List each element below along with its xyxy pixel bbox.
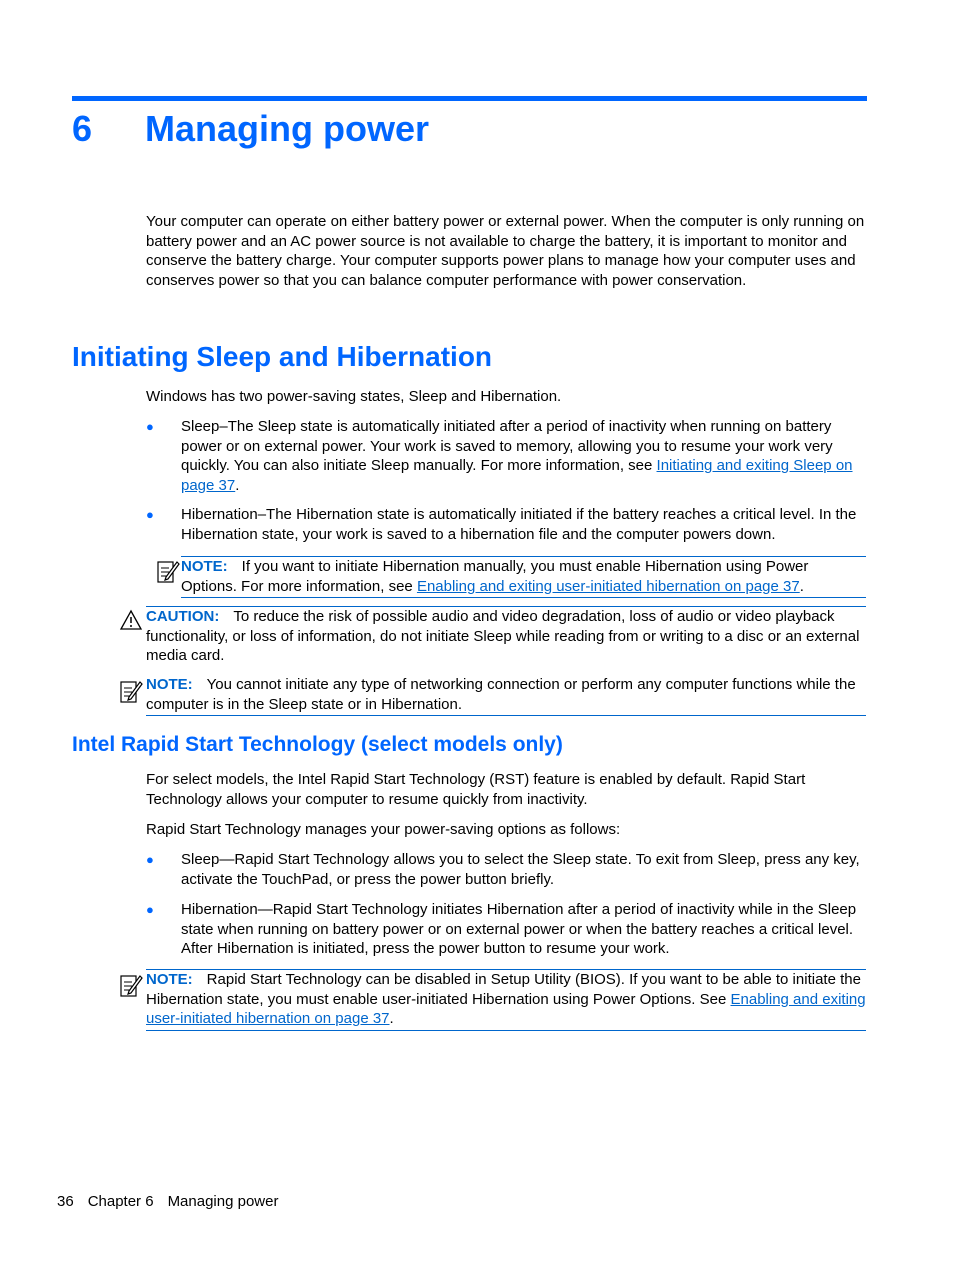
note-pencil-icon: [119, 678, 143, 704]
note-networking: NOTE: You cannot initiate any type of networking connection or perform any computer functions while the computer is in the Sleep state or in Hibernation.: [146, 675, 866, 716]
bullet-text: Hibernation–The Hibernation state is automatically initiated if the battery reaches a critical level. In the Hibernation state, your work is saved to a hibernation file and the computer powers down.: [181, 506, 857, 543]
list-item: [146, 505, 866, 544]
chapter-number: 6: [72, 108, 93, 149]
caution-label: CAUTION:: [146, 608, 220, 625]
intro-paragraph: Your computer can operate on either battery power or external power. When the computer is only running on battery power and an AC power source is not available to charge the battery, it is important to monitor and conserve the battery charge. Your computer supports power plans to manage how your computer uses and conserves power so that you can balance computer performance with power conservation.: [146, 213, 865, 289]
bullet-icon: ●: [146, 507, 154, 522]
bullet-icon: ●: [146, 419, 154, 434]
chapter-title-text: Managing power: [145, 108, 430, 149]
chapter-rule: [72, 96, 867, 101]
list-item: [146, 417, 866, 495]
note-label: NOTE:: [146, 971, 193, 988]
page-footer: [57, 1192, 292, 1212]
link-enabling-hibernation[interactable]: Enabling and exiting user-initiated hibernation on page 37: [146, 990, 866, 1027]
chapter-title: [72, 107, 429, 151]
page-number: 36: [57, 1193, 74, 1210]
note-label: NOTE:: [181, 558, 228, 575]
sleep-lead: Windows has two power-saving states, Sleep and Hibernation.: [146, 388, 562, 405]
link-initiating-sleep[interactable]: Initiating and exiting Sleep on page 37: [181, 457, 853, 494]
caution-triangle-icon: [119, 609, 143, 631]
note-rst-disable: NOTE: Rapid Start Technology can be disabled in Setup Utility (BIOS). If you want to be able to initiate the Hibernation state, you must enable user-initiated Hibernation using Power Options. See Enabling and exiting user-initiated hibernation on page 37.: [146, 969, 866, 1031]
list-item: [146, 850, 866, 889]
rst-paragraph-1: For select models, the Intel Rapid Start Technology (RST) feature is enabled by default. Rapid Start Technology allows your computer to resume quickly from inactivity.: [146, 771, 806, 808]
bullet-text: Sleep—Rapid Start Technology allows you to select the Sleep state. To exit from Sleep, press any key, activate the TouchPad, or press the power button briefly.: [181, 851, 860, 888]
rst-paragraph-2: Rapid Start Technology manages your power-saving options as follows:: [146, 821, 621, 838]
caution-block: CAUTION: To reduce the risk of possible audio and video degradation, loss of audio or video playback functionality, or loss of information, do not initiate Sleep while reading from or writing to a disc or an external media card.: [146, 606, 866, 667]
footer-title: Managing power: [167, 1193, 279, 1210]
bullet-text: Sleep–The Sleep state is automatically initiated after a period of inactivity when running on battery power or on external power. Your work is saved to memory, allowing you to resume your work very quickly. You can also initiate Sleep manually. For more information, see Initiating and exiting Sleep on page 37.: [181, 418, 853, 494]
section-heading-sleep: Initiating Sleep and Hibernation: [72, 341, 493, 372]
note-label: NOTE:: [146, 676, 193, 693]
bullet-text: Hibernation—Rapid Start Technology initiates Hibernation after a period of inactivity while in the Sleep state when running on battery power or on external power or when the battery reaches a critical level. After Hibernation is initiated, press the power button to resume your work.: [181, 901, 857, 957]
list-item: [146, 900, 866, 959]
bullet-icon: ●: [146, 852, 154, 867]
link-enabling-hibernation[interactable]: Enabling and exiting user-initiated hibernation on page 37: [416, 577, 800, 595]
bullet-icon: ●: [146, 902, 154, 917]
note-pencil-icon: [156, 558, 180, 584]
footer-chapter: Chapter 6: [87, 1193, 154, 1210]
note-hibernation-manual: NOTE: If you want to initiate Hibernation manually, you must enable Hibernation using Power Options. For more information, see Enabling and exiting user-initiated hibernation on page 37.: [181, 556, 866, 598]
section-heading-rst: Intel Rapid Start Technology (select models only): [72, 733, 563, 756]
note-pencil-icon: [119, 972, 143, 998]
